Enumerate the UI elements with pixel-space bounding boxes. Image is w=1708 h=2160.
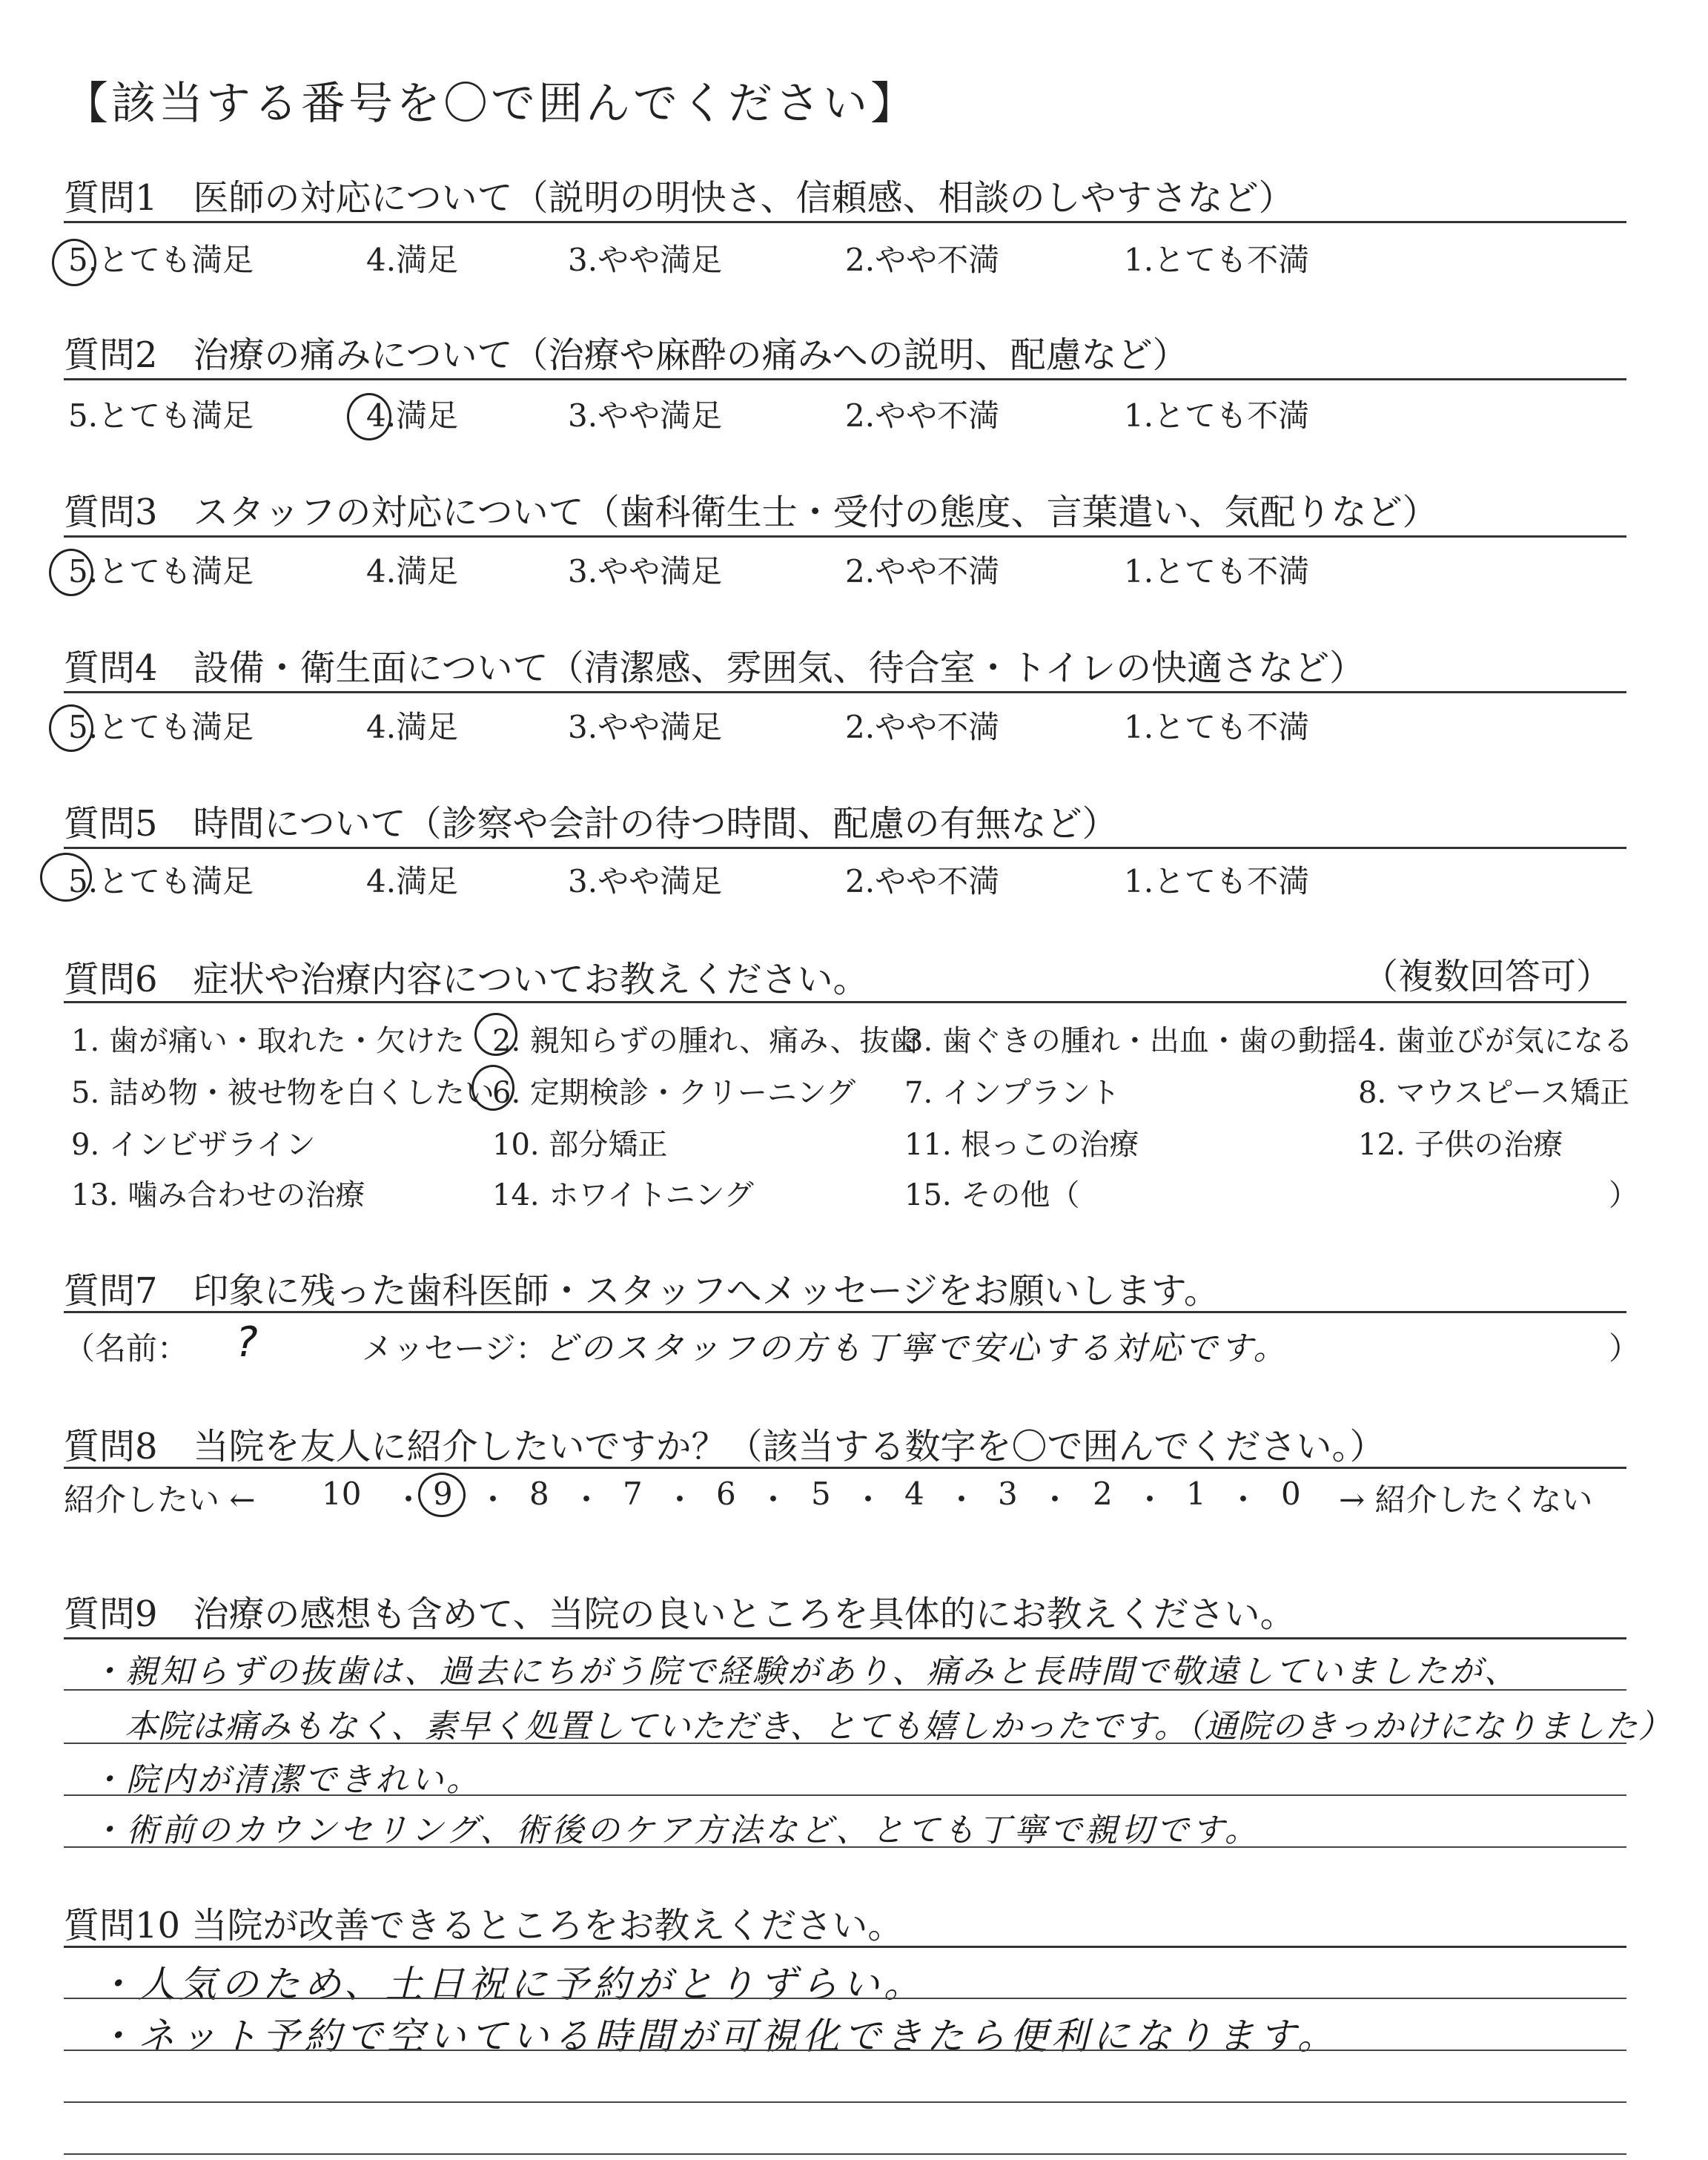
question-5-title: 質問5 時間について（診察や会計の待つ時間、配慮の有無など） bbox=[64, 803, 1118, 845]
q5-option-2[interactable]: 2.やや不満 bbox=[845, 863, 1000, 899]
question-4-title: 質問4 設備・衛生面について（清潔感、雰囲気、待合室・トイレの快適さなど） bbox=[64, 647, 1366, 689]
scale-dot: ・ bbox=[853, 1482, 884, 1518]
answer-line bbox=[64, 1794, 1626, 1796]
q6-item[interactable]: 14. ホワイトニング bbox=[492, 1178, 754, 1212]
selection-circle bbox=[49, 704, 93, 752]
answer-line bbox=[64, 1846, 1626, 1848]
scale-10[interactable]: 10 bbox=[322, 1476, 362, 1512]
q9-line: 本院は痛みもなく、素早く処置していただき、とても嬉しかったです。（通院のきっかけになりました） bbox=[125, 1708, 1672, 1745]
q5-option-4[interactable]: 4.満足 bbox=[366, 863, 459, 899]
scale-dot: ・ bbox=[946, 1482, 978, 1518]
question-3-title: 質問3 スタッフの対応について（歯科衛生士・受付の態度、言葉遣い、気配りなど） bbox=[64, 492, 1438, 533]
scale-0[interactable]: 0 bbox=[1281, 1476, 1301, 1512]
q9-line: ・院内が清潔できれい。 bbox=[90, 1761, 482, 1799]
scale-4[interactable]: 4 bbox=[904, 1476, 924, 1512]
divider bbox=[64, 847, 1626, 849]
divider bbox=[64, 1637, 1626, 1639]
scale-1[interactable]: 1 bbox=[1186, 1476, 1206, 1512]
recommend-label: 紹介したい ← bbox=[64, 1482, 256, 1518]
scale-dot: ・ bbox=[664, 1482, 696, 1518]
q6-item[interactable]: 4. 歯並びが気になる bbox=[1358, 1024, 1633, 1058]
q3-option-2[interactable]: 2.やや不満 bbox=[845, 553, 1000, 589]
scale-5[interactable]: 5 bbox=[811, 1476, 831, 1512]
q1-option-2[interactable]: 2.やや不満 bbox=[845, 242, 1000, 278]
q3-option-4[interactable]: 4.満足 bbox=[366, 553, 459, 589]
scale-dot: ・ bbox=[758, 1482, 790, 1518]
q3-option-5[interactable]: 5.とても満足 bbox=[68, 553, 254, 589]
q6-item[interactable]: 12. 子供の治療 bbox=[1358, 1128, 1563, 1162]
q6-item[interactable]: 8. マウスピース矯正 bbox=[1358, 1076, 1630, 1110]
selection-circle bbox=[418, 1473, 466, 1517]
divider bbox=[64, 1946, 1626, 1948]
question-2-title: 質問2 治療の痛みについて（治療や麻酔の痛みへの説明、配慮など） bbox=[64, 334, 1188, 376]
question-7-title: 質問7 印象に残った歯科医師・スタッフへメッセージをお願いします。 bbox=[64, 1270, 1219, 1312]
answer-line bbox=[64, 2153, 1626, 2155]
close-paren: ） bbox=[1609, 1178, 1638, 1212]
scale-dot: ・ bbox=[477, 1482, 509, 1518]
q5-option-3[interactable]: 3.やや満足 bbox=[568, 863, 723, 899]
question-1-title: 質問1 医師の対応について（説明の明快さ、信頼感、相談のしやすさなど） bbox=[64, 177, 1294, 219]
q2-option-4[interactable]: 4.満足 bbox=[366, 397, 459, 434]
divider bbox=[64, 1001, 1626, 1003]
scale-dot: ・ bbox=[1039, 1482, 1071, 1518]
selection-circle bbox=[471, 1065, 514, 1111]
scale-dot: ・ bbox=[1134, 1482, 1166, 1518]
q1-option-1[interactable]: 1.とても不満 bbox=[1124, 242, 1310, 278]
scale-9[interactable]: 9 bbox=[433, 1476, 453, 1512]
q4-option-4[interactable]: 4.満足 bbox=[366, 709, 459, 745]
selection-circle bbox=[347, 393, 391, 440]
question-9-title: 質問9 治療の感想も含めて、当院の良いところを具体的にお教えください。 bbox=[64, 1593, 1296, 1635]
scale-3[interactable]: 3 bbox=[998, 1476, 1018, 1512]
q5-option-1[interactable]: 1.とても不満 bbox=[1124, 863, 1310, 899]
scale-7[interactable]: 7 bbox=[623, 1476, 643, 1512]
q6-item[interactable]: 7. インプラント bbox=[904, 1076, 1120, 1110]
q2-option-2[interactable]: 2.やや不満 bbox=[845, 397, 1000, 434]
name-label: （名前： bbox=[64, 1330, 189, 1367]
multiple-answer-note: （複数回答可） bbox=[1363, 956, 1612, 997]
scale-dot: ・ bbox=[1228, 1482, 1260, 1518]
divider bbox=[64, 1467, 1626, 1469]
q2-option-1[interactable]: 1.とても不満 bbox=[1124, 397, 1310, 434]
divider bbox=[64, 535, 1626, 538]
q6-item[interactable]: 15. その他（ bbox=[904, 1178, 1080, 1212]
selection-circle bbox=[474, 1013, 517, 1056]
scale-dot: ・ bbox=[571, 1482, 603, 1518]
answer-line bbox=[64, 1998, 1626, 1999]
q4-option-3[interactable]: 3.やや満足 bbox=[568, 709, 723, 745]
scale-6[interactable]: 6 bbox=[716, 1476, 736, 1512]
q6-item[interactable]: 6. 定期検診・クリーニング bbox=[492, 1076, 856, 1110]
scale-2[interactable]: 2 bbox=[1093, 1476, 1113, 1512]
selection-circle bbox=[40, 853, 92, 902]
scale-dot: ・ bbox=[393, 1482, 425, 1518]
question-10-title: 質問10 当院が改善できるところをお教えください。 bbox=[64, 1905, 904, 1946]
page-title: 【該当する番号を〇で囲んでください】 bbox=[64, 78, 918, 130]
q10-line: ・ネット予約で空いている時間が可視化できたら便利になります。 bbox=[96, 2015, 1339, 2058]
q3-option-1[interactable]: 1.とても不満 bbox=[1124, 553, 1310, 589]
message-value[interactable]: どのスタッフの方も丁寧で安心する対応です。 bbox=[544, 1330, 1289, 1367]
q1-option-4[interactable]: 4.満足 bbox=[366, 242, 459, 278]
q6-item[interactable]: 2. 親知らずの腫れ、痛み、抜歯 bbox=[492, 1024, 919, 1058]
q6-item[interactable]: 1. 歯が痛い・取れた・欠けた bbox=[71, 1024, 465, 1058]
divider bbox=[64, 378, 1626, 380]
q2-option-3[interactable]: 3.やや満足 bbox=[568, 397, 723, 434]
q9-line: ・親知らずの抜歯は、過去にちがう院で経験があり、痛みと長時間で敬遠していましたが、 bbox=[90, 1653, 1519, 1691]
answer-line bbox=[64, 1743, 1626, 1744]
answer-line bbox=[64, 2101, 1626, 2103]
not-recommend-label: → 紹介したくない bbox=[1339, 1482, 1593, 1518]
q9-line: ・術前のカウンセリング、術後のケア方法など、とても丁寧で親切です。 bbox=[90, 1811, 1260, 1849]
answer-line bbox=[64, 2050, 1626, 2051]
divider bbox=[64, 691, 1626, 693]
question-8-title: 質問8 当院を友人に紹介したいですか？（該当する数字を〇で囲んでください。） bbox=[64, 1426, 1386, 1467]
q6-item[interactable]: 5. 詰め物・被せ物を白くしたい bbox=[71, 1076, 494, 1110]
q3-option-3[interactable]: 3.やや満足 bbox=[568, 553, 723, 589]
divider bbox=[64, 221, 1626, 223]
scale-8[interactable]: 8 bbox=[529, 1476, 549, 1512]
divider bbox=[64, 1311, 1626, 1313]
question-6-title: 質問6 症状や治療内容についてお教えください。 bbox=[64, 959, 869, 1000]
q2-option-5[interactable]: 5.とても満足 bbox=[68, 397, 254, 434]
selection-circle bbox=[52, 239, 96, 286]
q6-item[interactable]: 10. 部分矯正 bbox=[492, 1128, 668, 1162]
q1-option-3[interactable]: 3.やや満足 bbox=[568, 242, 723, 278]
q1-option-5[interactable]: 5.とても満足 bbox=[68, 242, 254, 278]
name-value[interactable]: ? bbox=[236, 1318, 262, 1367]
message-label: メッセージ： bbox=[362, 1330, 547, 1367]
q6-item[interactable]: 13. 噛み合わせの治療 bbox=[71, 1178, 365, 1212]
q5-option-5[interactable]: 5.とても満足 bbox=[68, 863, 254, 899]
q6-item[interactable]: 11. 根っこの治療 bbox=[904, 1128, 1139, 1162]
q6-item[interactable]: 9. インビザライン bbox=[71, 1128, 316, 1162]
q6-item[interactable]: 3. 歯ぐきの腫れ・出血・歯の動揺 bbox=[904, 1024, 1357, 1058]
close-paren: ） bbox=[1609, 1330, 1641, 1367]
answer-line bbox=[64, 1689, 1626, 1691]
q10-line: ・人気のため、土日祝に予約がとりずらい。 bbox=[96, 1963, 925, 2006]
q4-option-2[interactable]: 2.やや不満 bbox=[845, 709, 1000, 745]
selection-circle bbox=[49, 549, 93, 596]
q4-option-1[interactable]: 1.とても不満 bbox=[1124, 709, 1310, 745]
q4-option-5[interactable]: 5.とても満足 bbox=[68, 709, 254, 745]
